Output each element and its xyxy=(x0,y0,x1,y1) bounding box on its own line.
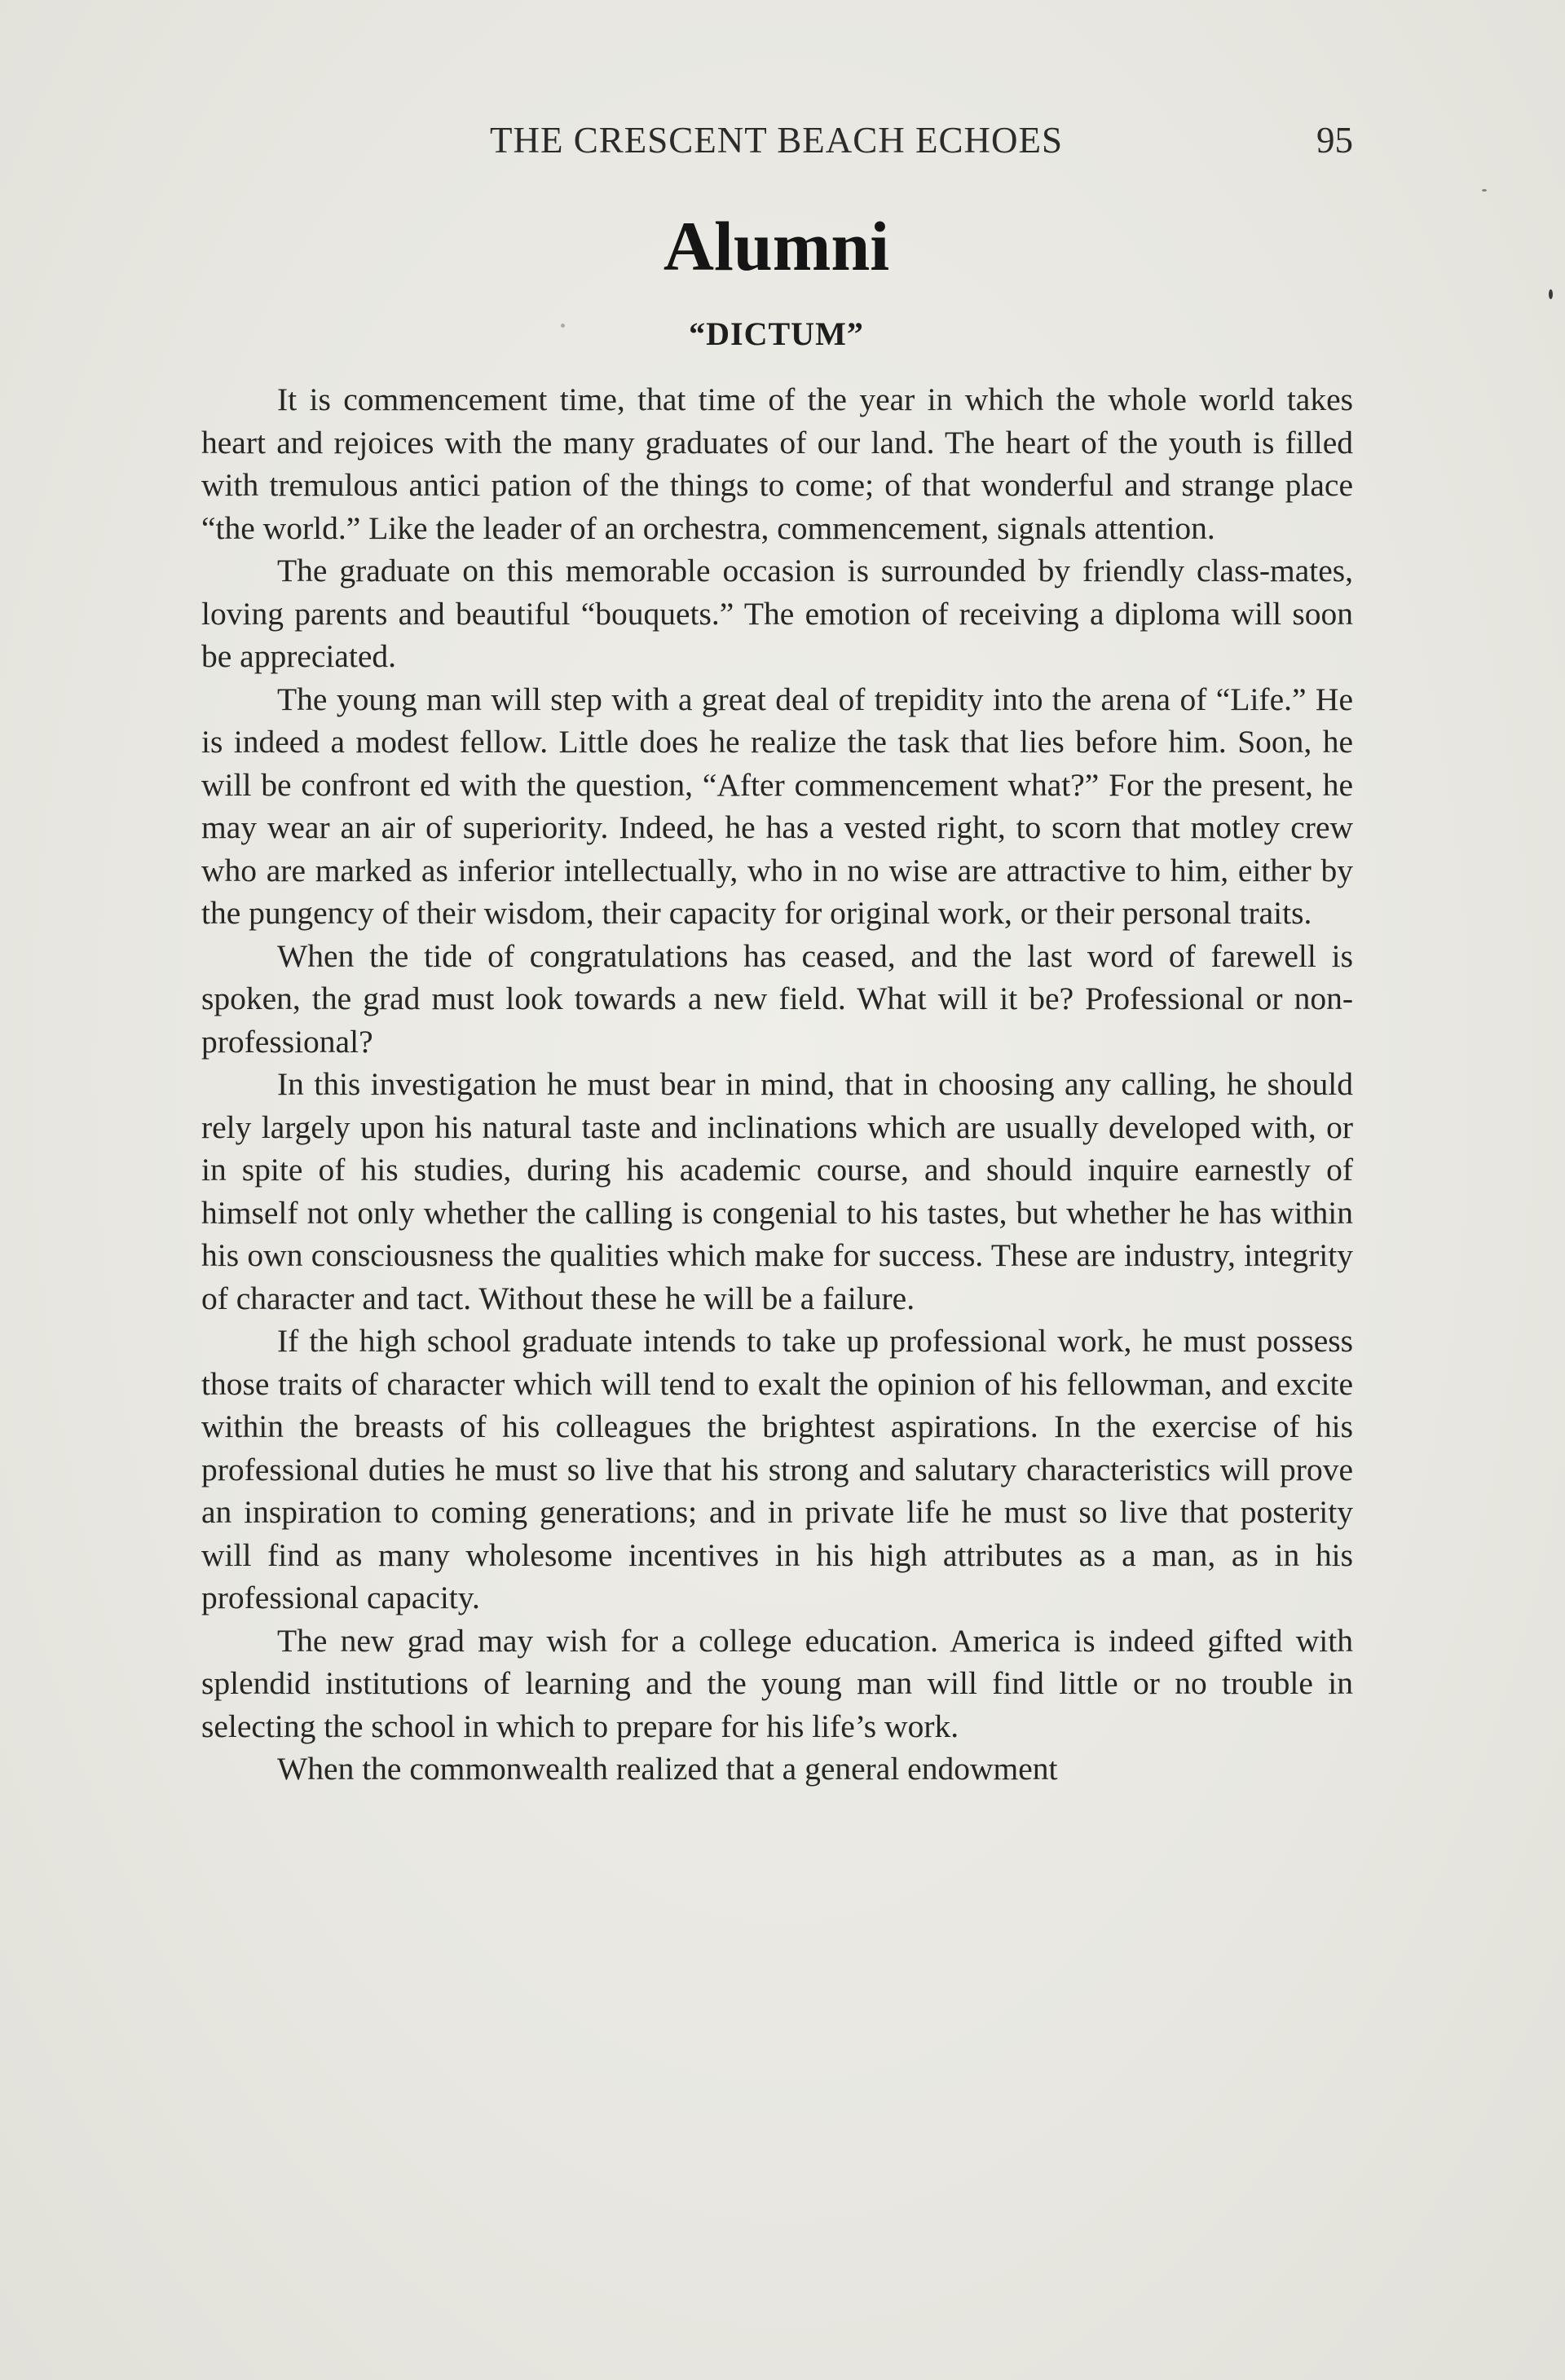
paragraph: In this investigation he must bear in mind, that in choosing any calling, he should rely largely upon his natural taste and inclinations which are usually developed with, or in spite of his studies, during his academic course, and should inquire earnestly of himself not only whether the calling is congenial to his tastes, but whether he has within his own consciousness the qualities which make for success. These are industry, integrity of character and tact. Without these he will be a failure. xyxy=(201,1066,1353,1316)
running-title: THE CRESCENT BEACH ECHOES xyxy=(490,120,1063,161)
paragraph: If the high school graduate intends to take up professional work, he must possess those traits of character which will tend to exalt the opinion of his fellowman, and excite within the breasts of his colleagues the brightest aspirations. In the exercise of his professional duties he must so live that his strong and salutary characteristics will prove an inspiration to coming generations; and in private life he must so live that posterity will find as many wholesome incentives in his high attributes as a man, as in his professional capacity. xyxy=(201,1323,1353,1615)
paper-speck xyxy=(1549,289,1553,299)
paragraph: It is commencement time, that time of the year in which the whole world takes heart and rejoices with the many graduates of our land. The heart of the youth is filled with tremulous antici pation of the things to come; of that wonderful and strange place “the world.” Like the leader of an orchestra, commencement, signals attention. xyxy=(201,381,1353,546)
article-subtitle: “DICTUM” xyxy=(689,315,864,352)
paper-speck xyxy=(1482,189,1487,192)
article-body xyxy=(201,378,1353,1791)
section-title: Alumni xyxy=(663,207,890,285)
running-header xyxy=(200,116,1353,165)
paragraph: When the commonwealth realized that a general endowment xyxy=(277,1751,1058,1787)
paragraph: The young man will step with a great deal of trepidity into the arena of “Life.” He is indeed a modest fellow. Little does he realize the task that lies before him. Soon, he will be confront ed with the question, “After commencement what?” For the present, he may wear an air of superiority. Indeed, he has a vested right, to scorn that motley crew who are marked as inferior intellectually, who in no wise are attractive to him, either by the pungency of their wisdom, their capacity for original work, or their personal traits. xyxy=(201,681,1353,931)
paragraph: The new grad may wish for a college education. America is indeed gifted with splendid institutions of learning and the young man will find little or no trouble in selecting the school in which to prepare for his life’s work. xyxy=(201,1622,1353,1744)
paragraph: The graduate on this memorable occasion is surrounded by friendly class-mates, loving parents and beautiful “bouquets.” The emotion of receiving a diploma will soon be appreciated. xyxy=(201,553,1353,674)
paper-speck xyxy=(561,324,565,328)
paragraph: When the tide of congratulations has ceased, and the last word of farewell is spoken, the grad must look towards a new field. What will it be? Professional or non-professional? xyxy=(201,937,1353,1060)
page-number: 95 xyxy=(1316,120,1353,161)
